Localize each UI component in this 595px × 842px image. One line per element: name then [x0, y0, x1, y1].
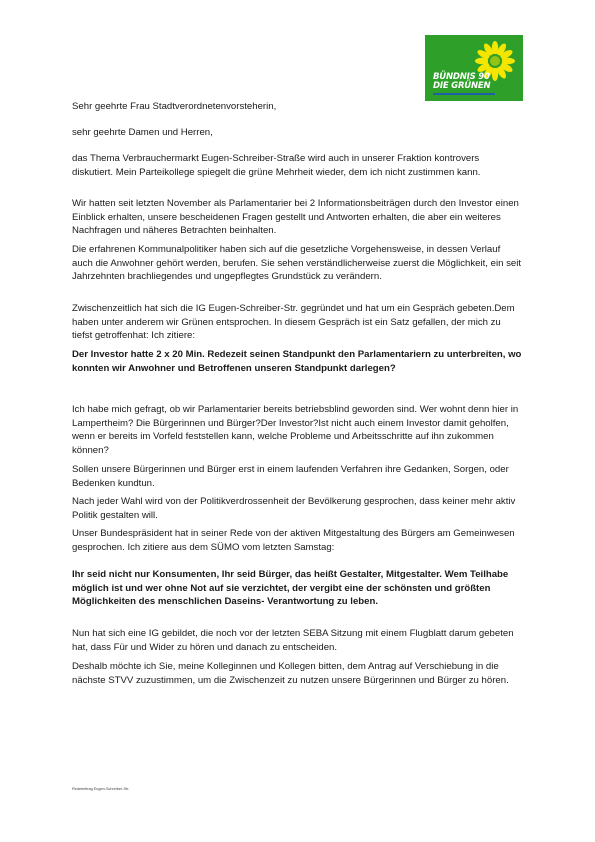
paragraph-concerns: Sollen unsere Bürgerinnen und Bürger erst in einem laufenden Verfahren ihre Gedanken, Sorgen, oder Bedenken kundtun.: [72, 464, 509, 489]
logo-text-line1: BÜNDNIS 90: [433, 72, 490, 82]
logo-stripe: [433, 93, 495, 95]
logo-text-line2: DIE GRÜNEN: [433, 81, 491, 91]
quote-residents: Der Investor hatte 2 x 20 Min. Redezeit seinen Standpunkt den Parlamentariern zu unterbreiten, wo konnten wir Anwohner und Betroffenen unseren Standpunkt darlegen?: [72, 349, 522, 374]
paragraph-president: Unser Bundespräsident hat in seiner Rede von der aktiven Mitgestaltung des Bürgers am Gemeinwesen gesprochen. Ich zitiere aus dem SÜMO vom letzten Samstag:: [72, 528, 515, 553]
paragraph-question: Ich habe mich gefragt, ob wir Parlamentarier bereits betriebsblind geworden sind. Wer wohnt denn hier in Lampertheim? Die Bürgerinnen und Bürger?Der Investor?Ist nicht auch einem Investor damit geholfen, wenn er bereits im Vorfeld feststellen kann, welche Probleme und Arbeitsschritte auf ihn zukommen können?: [72, 404, 519, 456]
paragraph-topic: das Thema Verbrauchermarkt Eugen-Schreiber-Straße wird auch in unserer Fraktion kontrovers diskutiert. Mein Parteikollege spiegelt die grüne Mehrheit wieder, dem ich nicht zustimmen kann.: [72, 153, 481, 178]
page-footer: Redebeitrag Eugen-Schreiber-Str.: [72, 787, 130, 791]
salutation-line-1: Sehr geehrte Frau Stadtverordnetenvorsteherin,: [72, 101, 277, 112]
paragraph-procedure: Die erfahrenen Kommunalpolitiker haben sich auf die gesetzliche Vorgehensweise, in dessen Verlauf auch die Anwohner gehört werden, berufen. Sie sehen verständlicherweise zuerst die Möglichkeit, ein seit Jahrzehnten brachliegendes und ungepflegtes Grundstück zu verändern.: [72, 244, 522, 283]
quote-president: Ihr seid nicht nur Konsumenten, Ihr seid Bürger, das heißt Gestalter, Mitgestalter. Wem Teilhabe möglich ist und wer ohne Not auf sie verzichtet, der vergibt eine der schönsten und größten Möglichkeiten des menschlichen Daseins- Verantwortung zu leben.: [72, 569, 509, 608]
paragraph-disenchantment: Nach jeder Wahl wird von der Politikverdrossenheit der Bevölkerung gesprochen, dass keiner mehr aktiv Politik gestalten will.: [72, 496, 516, 521]
salutation-line-2: sehr geehrte Damen und Herren,: [72, 127, 213, 138]
paragraph-request: Deshalb möchte ich Sie, meine Kolleginnen und Kollegen bitten, dem Antrag auf Verschiebung in die nächste STVV zuzustimmen, um die Zwischenzeit zu nutzen unsere Bürgerinnen und Bürger zu hören.: [72, 661, 509, 686]
paragraph-investor-info: Wir hatten seit letzten November als Parlamentarier bei 2 Informationsbeiträgen durch den Investor einen Einblick erhalten, unsere bescheidenen Fragen gestellt und Antworten erhalten, die aber ein weiteres Nachfragen und näheres Betrachten beinhalten.: [72, 198, 519, 237]
paragraph-flyer: Nun hat sich eine IG gebildet, die noch vor der letzten SEBA Sitzung mit einem Flugblatt darum gebeten hat, dass Für und Wider zu hören und danach zu entscheiden.: [72, 628, 514, 653]
party-logo: [425, 35, 523, 101]
paragraph-ig-founded: Zwischenzeitlich hat sich die IG Eugen-Schreiber-Str. gegründet und hat um ein Gespräch gebeten.Dem haben unter anderem wir Grünen entsprochen. In diesem Gespräch ist ein Satz gefallen, der mich zu tiefst getroffenhat: Ich zitiere:: [72, 303, 515, 342]
sunflower-icon: [425, 35, 523, 101]
